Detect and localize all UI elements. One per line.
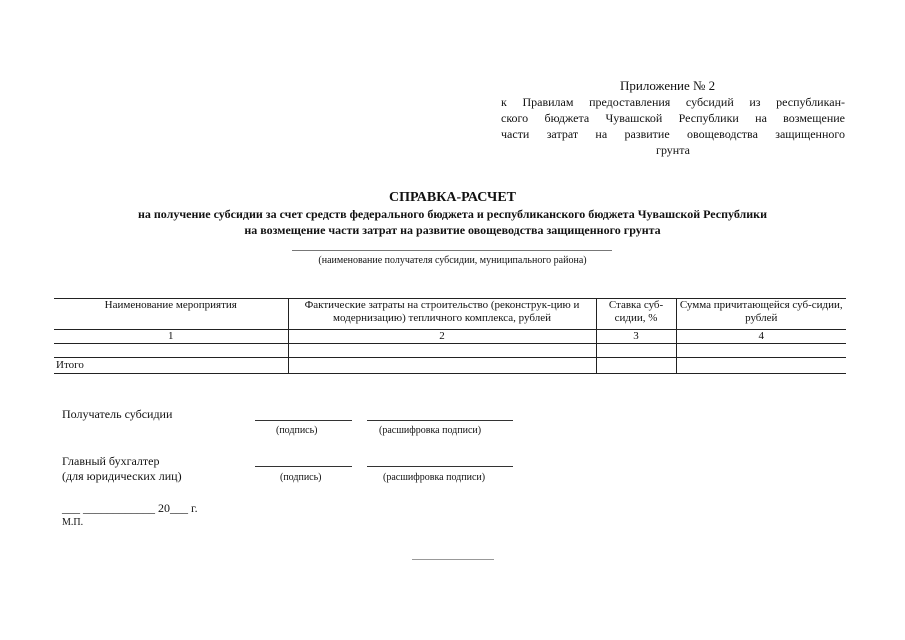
table-cell	[596, 358, 676, 374]
column-number: 3	[596, 330, 676, 344]
column-number-row	[54, 330, 846, 344]
column-header: Ставка суб-сидии, %	[596, 299, 676, 330]
appendix-title: Приложение № 2	[620, 78, 716, 93]
accountant-sublabel: (для юридических лиц)	[62, 469, 182, 483]
table-cell	[596, 344, 676, 358]
column-header: Фактические затраты на строительство (реконструк-цию и модернизацию) тепличного комплекса, рублей	[288, 299, 596, 330]
column-number: 4	[676, 330, 846, 344]
appendix-line: грунта	[656, 143, 690, 157]
calculation-table	[54, 298, 846, 374]
appendix-line: к Правилам предоставления субсидий из республикан-	[501, 95, 845, 109]
signature-line	[255, 466, 352, 467]
table-cell	[288, 358, 596, 374]
document-subtitle: на возмещение части затрат на развитие овощеводства защищенного грунта	[244, 223, 661, 237]
column-number: 1	[54, 330, 288, 344]
column-number: 2	[288, 330, 596, 344]
total-row	[54, 358, 846, 374]
decoding-line	[367, 420, 513, 421]
recipient-label: Получатель субсидии	[62, 407, 173, 421]
table-row	[54, 344, 846, 358]
decoding-line	[367, 466, 513, 467]
signature-caption: (подпись)	[280, 472, 322, 483]
table-cell	[288, 344, 596, 358]
total-label: Итого	[54, 358, 288, 374]
footer-divider	[412, 559, 494, 560]
date-line: ___ ____________ 20___ г.	[62, 501, 198, 515]
decoding-caption: (расшифровка подписи)	[379, 425, 482, 436]
table-cell	[54, 344, 288, 358]
signature-caption: (подпись)	[276, 425, 318, 436]
recipient-name-line	[292, 250, 612, 251]
column-header: Наименование мероприятия	[54, 299, 288, 330]
recipient-caption: (наименование получателя субсидии, муниципального района)	[318, 255, 587, 266]
appendix-line: части затрат на развитие овощеводства защищенного	[501, 127, 845, 141]
table-cell	[676, 358, 846, 374]
stamp-placeholder: М.П.	[62, 517, 84, 528]
table-header-row	[54, 299, 846, 330]
document-subtitle: на получение субсидии за счет средств федерального бюджета и республиканского бюджета Чувашской Республики	[137, 207, 768, 221]
signature-line	[255, 420, 352, 421]
document-title: СПРАВКА-РАСЧЕТ	[388, 190, 517, 205]
table-cell	[676, 344, 846, 358]
decoding-caption: (расшифровка подписи)	[383, 472, 486, 483]
appendix-line: ского бюджета Чувашской Республики на возмещение	[501, 111, 845, 125]
accountant-label: Главный бухгалтер	[62, 454, 160, 468]
column-header: Сумма причитающейся суб-сидии, рублей	[676, 299, 846, 330]
